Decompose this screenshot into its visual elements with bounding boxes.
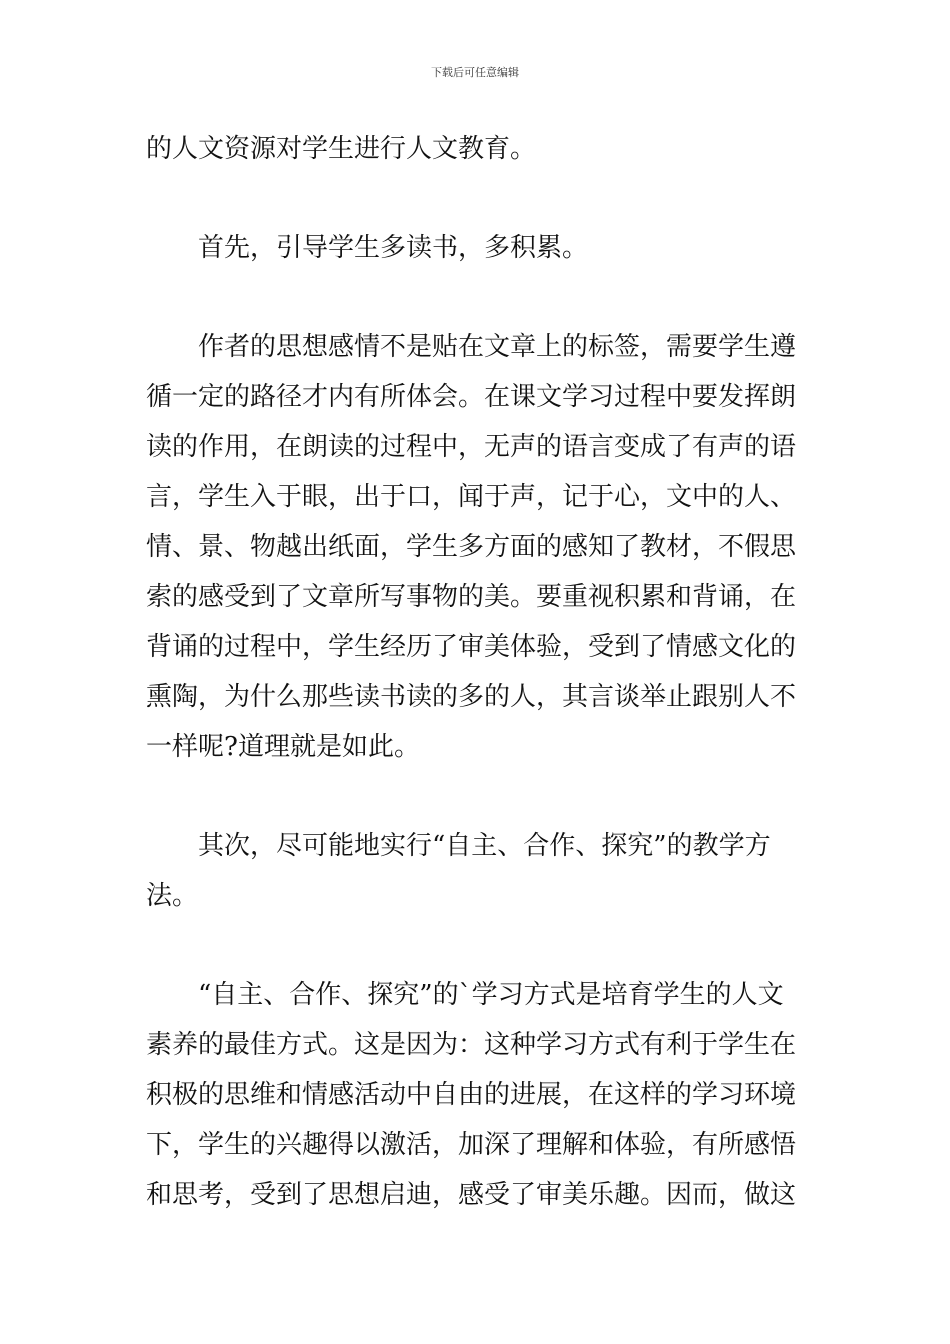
text-line: 背诵的过程中，学生经历了审美体验，受到了情感文化的 xyxy=(146,632,797,662)
text-line: 熏陶，为什么那些读书读的多的人，其言谈举止跟别人不 xyxy=(146,682,797,712)
text-line: 下，学生的兴趣得以激活，加深了理解和体验，有所感悟 xyxy=(146,1130,797,1160)
document-body xyxy=(146,124,810,1220)
text-line: 一样呢?道理就是如此。 xyxy=(146,732,420,762)
text-line: 和思考，受到了思想启迪，感受了审美乐趣。因而，做这 xyxy=(146,1180,797,1210)
text-line: 言，学生入于眼，出于口，闻于声，记于心，文中的人、 xyxy=(146,482,797,512)
paragraph-gap xyxy=(146,174,810,223)
text-line: 法。 xyxy=(146,881,199,911)
text-line: 读的作用，在朗读的过程中，无声的语言变成了有声的语 xyxy=(146,432,797,462)
text-line: 情、景、物越出纸面，学生多方面的感知了教材，不假思 xyxy=(146,532,797,562)
paragraph-reading-body xyxy=(146,322,810,772)
text-line: 其次，尽可能地实行“自主、合作、探究”的教学方 xyxy=(198,831,771,861)
text-line: 索的感受到了文章所写事物的美。要重视积累和背诵，在 xyxy=(146,582,797,612)
page-header-note: 下载后可任意编辑 xyxy=(431,66,519,79)
paragraph-method-body xyxy=(146,970,810,1220)
paragraph-reading-heading xyxy=(146,223,810,273)
paragraph-gap xyxy=(146,273,810,322)
text-line: 素养的最佳方式。这是因为：这种学习方式有利于学生在 xyxy=(146,1030,797,1060)
paragraph-continuation xyxy=(146,124,810,174)
text-line: 积极的思维和情感活动中自由的进展，在这样的学习环境 xyxy=(146,1080,797,1110)
paragraph-gap xyxy=(146,921,810,970)
text-line: 作者的思想感情不是贴在文章上的标签，需要学生遵 xyxy=(198,332,797,362)
text-line: 的人文资源对学生进行人文教育。 xyxy=(146,134,537,164)
text-line: 首先，引导学生多读书，多积累。 xyxy=(198,233,589,263)
paragraph-method-heading xyxy=(146,821,810,921)
text-line: “自主、合作、探究”的`学习方式是培育学生的人文 xyxy=(198,980,784,1010)
text-line: 循一定的路径才内有所体会。在课文学习过程中要发挥朗 xyxy=(146,382,797,412)
paragraph-gap xyxy=(146,772,810,821)
